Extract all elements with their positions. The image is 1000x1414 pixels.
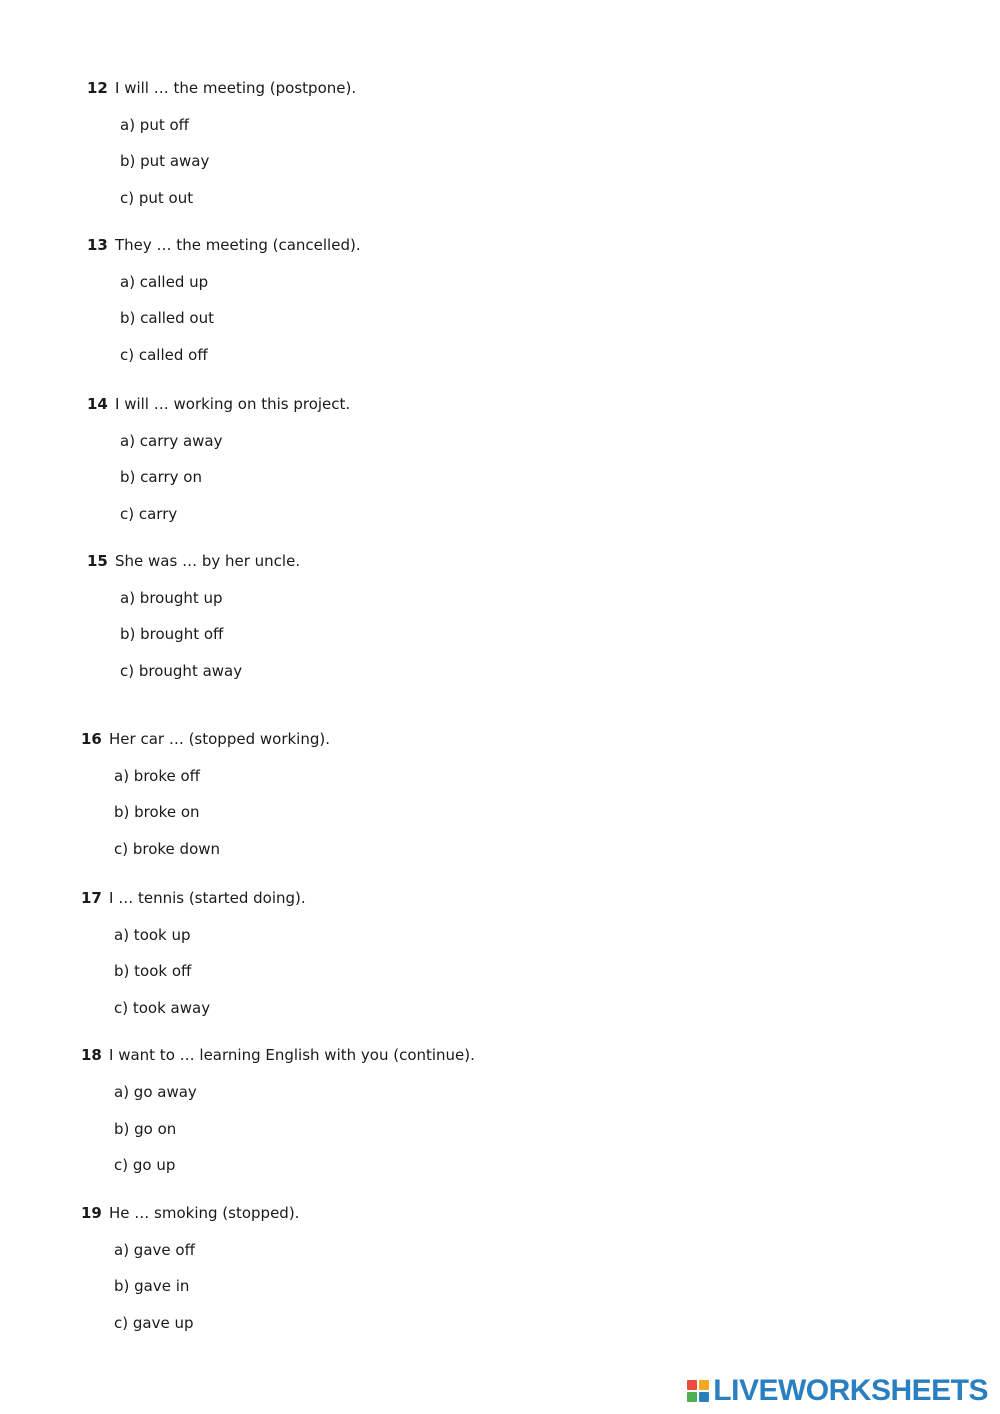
question-text: I want to … learning English with you (continue). [109, 1046, 475, 1064]
question-15 [87, 551, 300, 571]
question-text: I will … the meeting (postpone). [115, 79, 357, 97]
option-14-b[interactable]: b) carry on [120, 468, 202, 486]
question-number: 16 [81, 730, 102, 748]
question-number: 13 [87, 236, 108, 254]
question-text: They … the meeting (cancelled). [115, 236, 361, 254]
question-12 [87, 78, 356, 98]
liveworksheets-logo[interactable] [687, 1376, 988, 1406]
question-19 [81, 1203, 299, 1223]
question-text: He … smoking (stopped). [109, 1204, 300, 1222]
logo-tile-red [687, 1380, 697, 1390]
option-17-b[interactable]: b) took off [114, 962, 192, 980]
option-19-a[interactable]: a) gave off [114, 1241, 195, 1259]
option-19-c[interactable]: c) gave up [114, 1314, 194, 1332]
question-number: 19 [81, 1204, 102, 1222]
option-13-c[interactable]: c) called off [120, 346, 208, 364]
option-13-b[interactable]: b) called out [120, 309, 214, 327]
question-16 [81, 729, 330, 749]
option-14-a[interactable]: a) carry away [120, 432, 223, 450]
question-number: 15 [87, 552, 108, 570]
logo-tile-green [687, 1392, 697, 1402]
question-number: 14 [87, 395, 108, 413]
option-16-b[interactable]: b) broke on [114, 803, 200, 821]
brand-name: LIVEWORKSHEETS [713, 1374, 988, 1407]
question-number: 12 [87, 79, 108, 97]
option-14-c[interactable]: c) carry [120, 505, 178, 523]
option-12-a[interactable]: a) put off [120, 116, 190, 134]
question-14 [87, 394, 350, 414]
question-13 [87, 235, 361, 255]
option-18-c[interactable]: c) go up [114, 1156, 176, 1174]
option-17-c[interactable]: c) took away [114, 999, 211, 1017]
question-number: 18 [81, 1046, 102, 1064]
logo-tile-blue [699, 1392, 709, 1402]
question-text: She was … by her uncle. [115, 552, 301, 570]
option-12-c[interactable]: c) put out [120, 189, 194, 207]
logo-tile-orange [699, 1380, 709, 1390]
option-19-b[interactable]: b) gave in [114, 1277, 190, 1295]
option-18-a[interactable]: a) go away [114, 1083, 197, 1101]
question-18 [81, 1045, 475, 1065]
option-13-a[interactable]: a) called up [120, 273, 209, 291]
option-18-b[interactable]: b) go on [114, 1120, 177, 1138]
option-16-a[interactable]: a) broke off [114, 767, 201, 785]
question-text: I … tennis (started doing). [109, 889, 306, 907]
option-17-a[interactable]: a) took up [114, 926, 191, 944]
option-16-c[interactable]: c) broke down [114, 840, 221, 858]
option-15-b[interactable]: b) brought off [120, 625, 224, 643]
option-12-b[interactable]: b) put away [120, 152, 210, 170]
question-text: Her car … (stopped working). [109, 730, 330, 748]
liveworksheets-icon [687, 1380, 709, 1402]
question-number: 17 [81, 889, 102, 907]
option-15-c[interactable]: c) brought away [120, 662, 243, 680]
question-text: I will … working on this project. [115, 395, 351, 413]
option-15-a[interactable]: a) brought up [120, 589, 223, 607]
question-17 [81, 888, 306, 908]
